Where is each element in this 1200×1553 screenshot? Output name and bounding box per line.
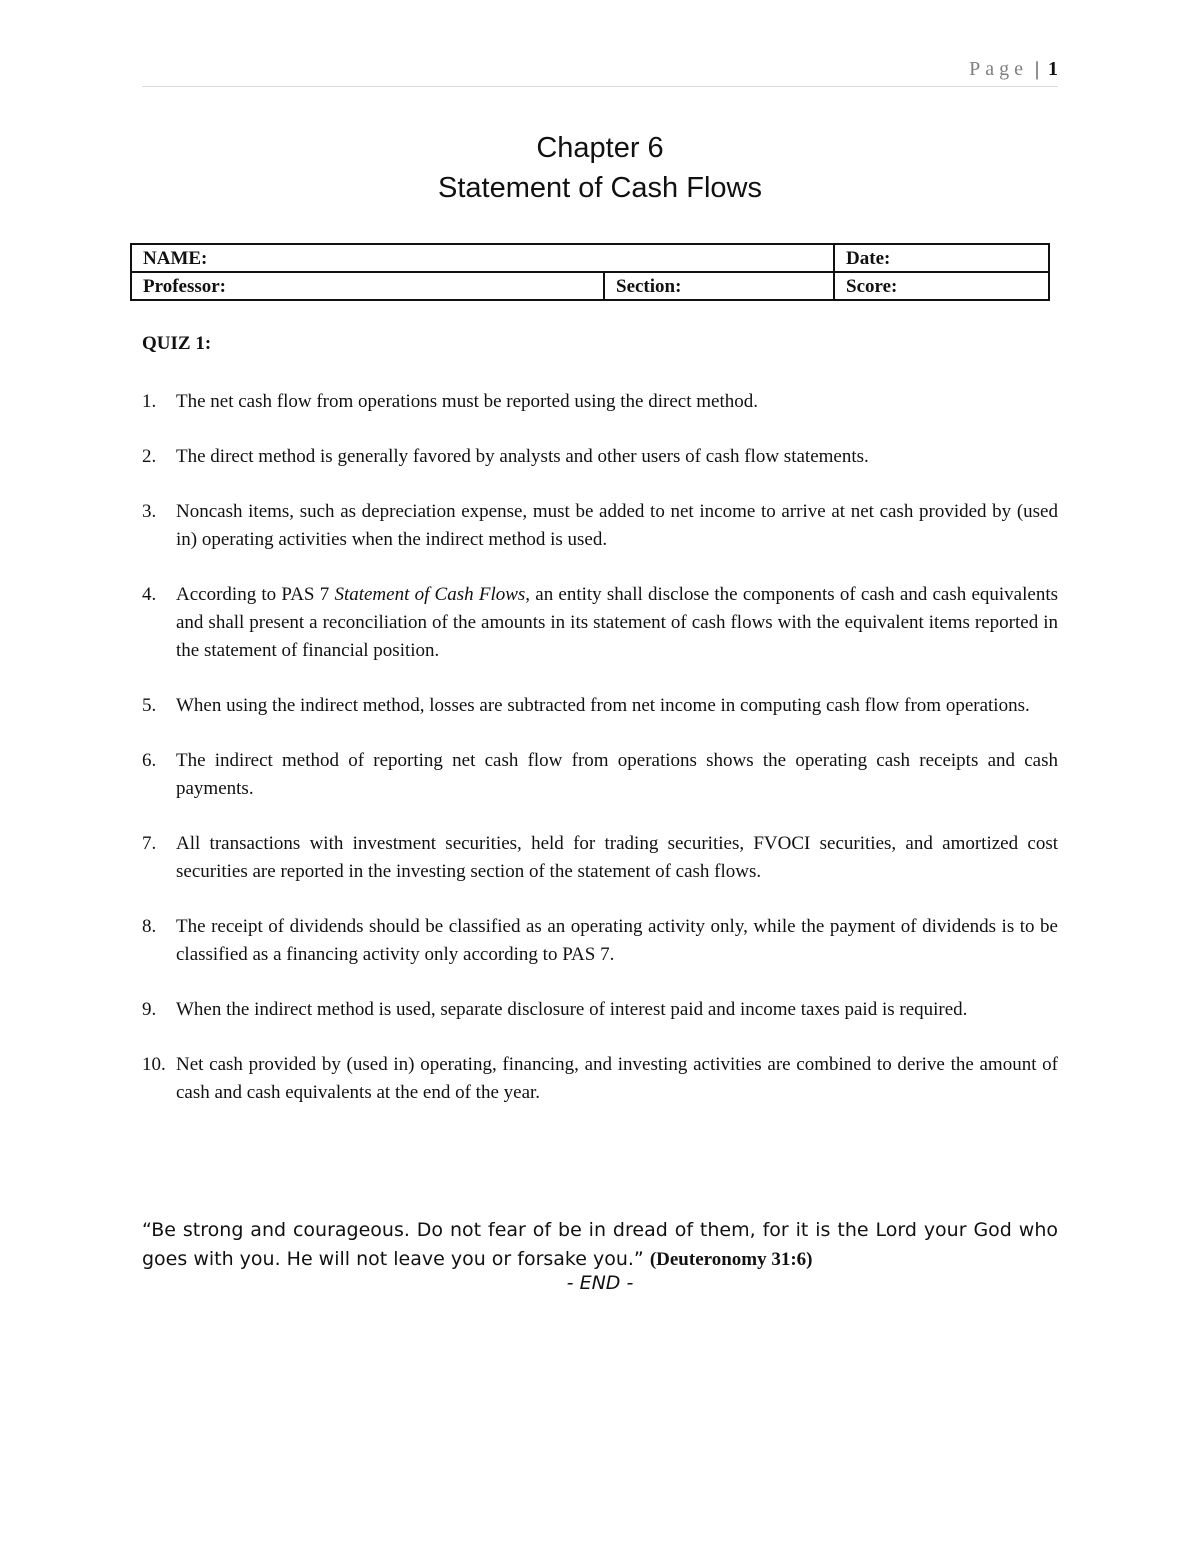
question-text: Net cash provided by (used in) operating, financing, and investing activities are combined to derive the amount of cash and cash equivalents at the end of the year. [176, 1054, 1058, 1103]
question-item [142, 388, 1058, 416]
quote-text: “Be strong and courageous. Do not fear of be in dread of them, for it is the Lord your God who goes with you. He will not leave you or forsake you.” [142, 1219, 1058, 1270]
question-item [142, 747, 1058, 803]
title-block [142, 128, 1058, 208]
info-row-2 [131, 272, 1049, 300]
question-list [142, 388, 1058, 1107]
question-number: 10. [142, 1054, 166, 1075]
question-number: 9. [142, 999, 157, 1020]
question-item [142, 581, 1058, 665]
info-row-1 [131, 244, 1049, 272]
question-number: 7. [142, 833, 157, 854]
date-label: Date: [846, 247, 891, 269]
chapter-subject: Statement of Cash Flows [438, 172, 762, 204]
student-info-table [130, 243, 1050, 301]
question-text: When using the indirect method, losses are subtracted from net income in computing cash flow from operations. [176, 695, 1030, 716]
question-text: All transactions with investment securities, held for trading securities, FVOCI securities, and amortized cost securities are reported in the investing section of the statement of cash flows. [176, 833, 1058, 882]
chapter-title: Chapter 6 [536, 132, 664, 164]
question-text-end: , an entity shall disclose the components of cash and cash equivalents and shall present a reconciliation of the amounts in its statement of cash flows with the equivalent items reported in the statement of financial position. [176, 584, 1058, 661]
section-cell[interactable] [604, 272, 834, 300]
page-header [142, 58, 1058, 87]
question-number: 5. [142, 695, 157, 716]
question-number: 6. [142, 750, 157, 771]
page-number: 1 [1048, 58, 1058, 80]
score-label: Score: [846, 275, 898, 297]
end-marker: - END - [566, 1272, 634, 1294]
question-text: When the indirect method is used, separate disclosure of interest paid and income taxes paid is required. [176, 999, 968, 1020]
question-number: 4. [142, 584, 157, 605]
standard-title-italic: Statement of Cash Flows [334, 584, 526, 605]
name-label: NAME: [143, 247, 208, 269]
quote-reference: (Deuteronomy 31:6) [649, 1249, 813, 1270]
question-text: The receipt of dividends should be classified as an operating activity only, while the payment of dividends is to be classified as a financing activity only according to PAS 7. [176, 916, 1058, 965]
question-item [142, 692, 1058, 720]
question-number: 1. [142, 391, 157, 412]
question-item [142, 498, 1058, 554]
question-item [142, 913, 1058, 969]
question-item [142, 996, 1058, 1024]
question-item [142, 443, 1058, 471]
name-cell[interactable] [131, 244, 834, 272]
score-cell[interactable] [834, 272, 1049, 300]
question-item [142, 830, 1058, 886]
question-number: 2. [142, 446, 157, 467]
quiz-label: QUIZ 1: [142, 333, 212, 354]
closing-quote [142, 1216, 1058, 1274]
page-label: Page [969, 58, 1028, 80]
question-number: 3. [142, 501, 157, 522]
professor-label: Professor: [143, 275, 227, 297]
section-label: Section: [616, 275, 682, 297]
question-text [176, 584, 1058, 661]
question-text-start: According to PAS 7 [176, 584, 335, 605]
question-text: The net cash flow from operations must be reported using the direct method. [176, 391, 758, 412]
question-text: Noncash items, such as depreciation expense, must be added to net income to arrive at net cash provided by (used in) operating activities when the indirect method is used. [176, 501, 1058, 550]
question-number: 8. [142, 916, 157, 937]
question-text: The indirect method of reporting net cash flow from operations shows the operating cash receipts and cash payments. [176, 750, 1058, 799]
date-cell[interactable] [834, 244, 1049, 272]
page-separator: | [1034, 58, 1039, 80]
professor-cell[interactable] [131, 272, 604, 300]
question-item [142, 1051, 1058, 1107]
question-text: The direct method is generally favored by analysts and other users of cash flow statements. [176, 446, 869, 467]
